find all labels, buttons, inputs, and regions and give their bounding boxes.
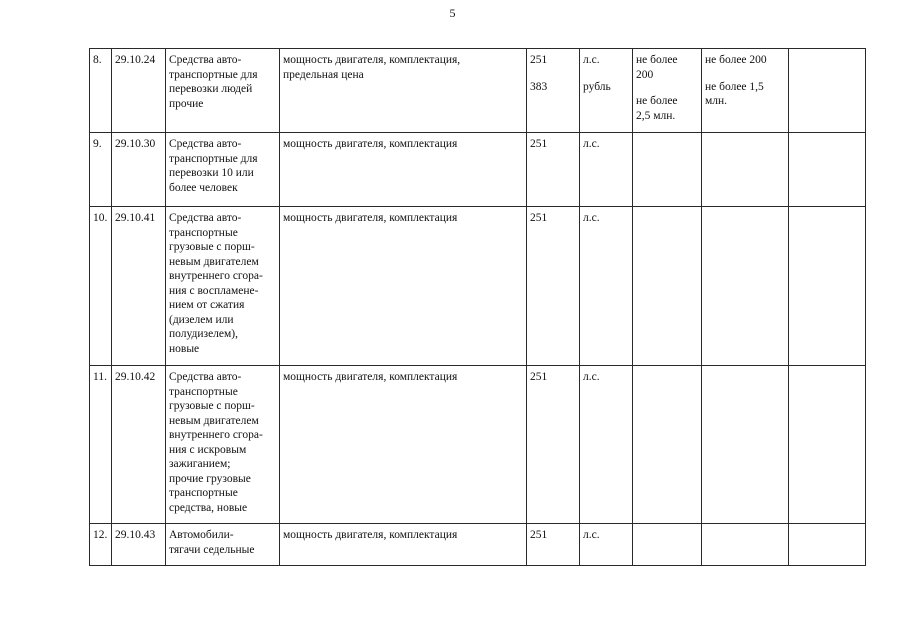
value-column-a: не более 200 не более 2,5 млн. — [633, 49, 702, 133]
item-name: Средства авто- транспортные для перевозки людей прочие — [166, 49, 280, 133]
value-column-a — [633, 133, 702, 207]
okpd-code: 29.10.42 — [112, 366, 166, 524]
page-number: 5 — [449, 6, 456, 20]
specification-table — [89, 48, 866, 566]
characteristics: мощность двигателя, комплектация — [280, 366, 527, 524]
row-number: 9. — [90, 133, 112, 207]
item-name: Автомобили- тягачи седельные — [166, 524, 280, 566]
okpd-code: 29.10.24 — [112, 49, 166, 133]
characteristics: мощность двигателя, комплектация — [280, 524, 527, 566]
characteristics: мощность двигателя, комплектация — [280, 207, 527, 366]
value-column-b — [702, 524, 789, 566]
row-number: 8. — [90, 49, 112, 133]
table-row — [90, 207, 866, 366]
value-column-a — [633, 366, 702, 524]
value-column-b — [702, 207, 789, 366]
unit-code: 251 — [527, 133, 580, 207]
item-name: Средства авто- транспортные грузовые с порш- невым двигателем внутреннего сгора- ния с искровым зажиганием; прочие грузовые транспортные средства, новые — [166, 366, 280, 524]
table-row — [90, 524, 866, 566]
row-number: 10. — [90, 207, 112, 366]
okpd-code: 29.10.41 — [112, 207, 166, 366]
unit-name: л.с. — [580, 133, 633, 207]
extra-column — [789, 524, 866, 566]
unit-code: 251 — [527, 524, 580, 566]
extra-column — [789, 366, 866, 524]
value-column-b: не более 200 не более 1,5 млн. — [702, 49, 789, 133]
unit-name: л.с. — [580, 524, 633, 566]
unit-name: л.с. рубль — [580, 49, 633, 133]
unit-code: 251 383 — [527, 49, 580, 133]
okpd-code: 29.10.43 — [112, 524, 166, 566]
extra-column — [789, 207, 866, 366]
extra-column — [789, 49, 866, 133]
okpd-code: 29.10.30 — [112, 133, 166, 207]
unit-code: 251 — [527, 366, 580, 524]
characteristics: мощность двигателя, комплектация — [280, 133, 527, 207]
table-row — [90, 133, 866, 207]
unit-name: л.с. — [580, 366, 633, 524]
row-number: 12. — [90, 524, 112, 566]
unit-code: 251 — [527, 207, 580, 366]
unit-name: л.с. — [580, 207, 633, 366]
characteristics: мощность двигателя, комплектация, предельная цена — [280, 49, 527, 133]
item-name: Средства авто- транспортные грузовые с порш- невым двигателем внутреннего сгора- ния с воспламене- нием от сжатия (дизелем или полудизелем), новые — [166, 207, 280, 366]
item-name: Средства авто- транспортные для перевозки 10 или более человек — [166, 133, 280, 207]
value-column-b — [702, 366, 789, 524]
table-row — [90, 366, 866, 524]
value-column-b — [702, 133, 789, 207]
table-row — [90, 49, 866, 133]
value-column-a — [633, 524, 702, 566]
value-column-a — [633, 207, 702, 366]
row-number: 11. — [90, 366, 112, 524]
extra-column — [789, 133, 866, 207]
